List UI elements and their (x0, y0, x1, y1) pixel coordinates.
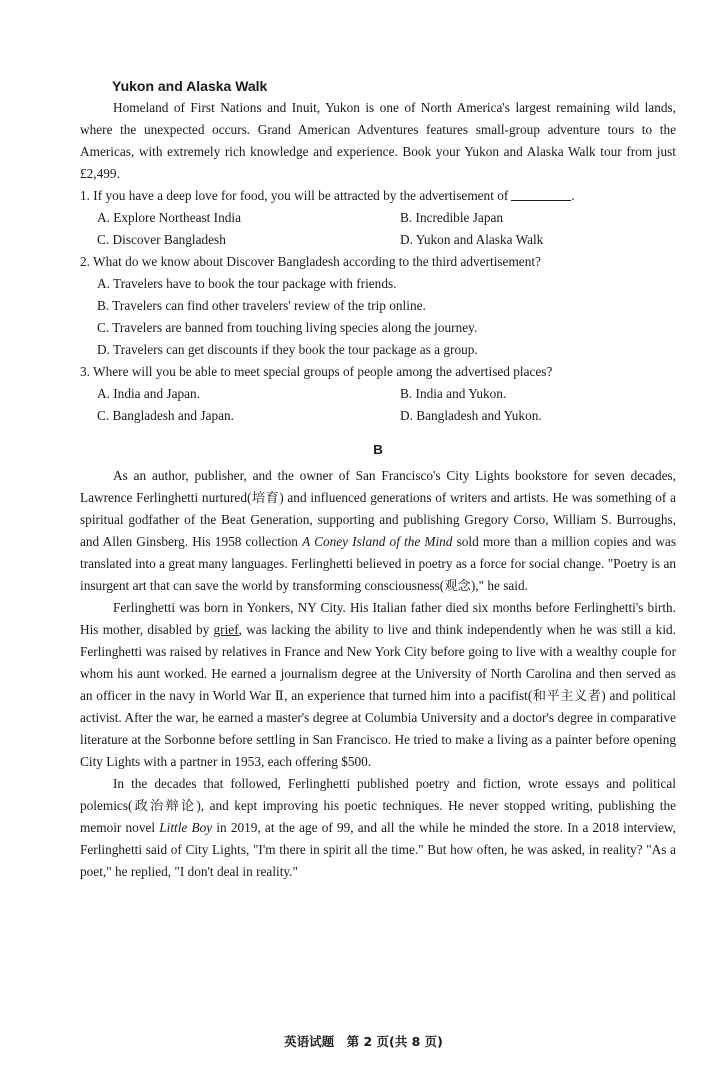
option-c: C. Discover Bangladesh (97, 232, 226, 247)
book-title: A Coney Island of the Mind (302, 534, 453, 549)
question-1 (80, 185, 676, 251)
ad-title: Yukon and Alaska Walk (112, 78, 268, 94)
passage-paragraph-3: In the decades that followed, Ferlinghetti published poetry and fiction, wrote essays and political polemics(政治辩论), and kept improving his poetic techniques. He never stopped writing, publishing the memoir novel Little Boy in 2019, at the age of 99, and all the while he minded the store. In a 2018 interview, Ferlinghetti said of City Lights, "I'm there in spirit all the time." But how often, he was asked, in reality? "As a poet," he replied, "I don't deal in reality." (80, 776, 676, 879)
option-b: B. India and Yukon. (400, 386, 507, 401)
question-stem: 3. Where will you be able to meet special groups of people among the advertised places? (80, 364, 553, 379)
option-row (97, 207, 676, 229)
option-c: C. Bangladesh and Japan. (97, 408, 235, 423)
question-3 (80, 361, 676, 427)
ad-body: Homeland of First Nations and Inuit, Yukon is one of North America's largest remaining wild lands, where the unexpected occurs. Grand American Adventures features small-group adventure tours to the Americas, with extremely rich knowledge and experience. Book your Yukon and Alaska Walk tour from just £2,499. (80, 100, 676, 181)
option-a: A. India and Japan. (97, 386, 201, 401)
option-d: D. Yukon and Alaska Walk (400, 232, 544, 247)
passage-paragraph-2: Ferlinghetti was born in Yonkers, NY City. His Italian father died six months before Ferlinghetti's birth. His mother, disabled by grief, was lacking the ability to live and think independently when he was still a kid. Ferlinghetti was raised by relatives in France and New York City before going to live with a wealthy couple for whom his aunt worked. He earned a journalism degree at the University of North Carolina and then served as an officer in the navy in World War Ⅱ, an experience that turned him into a pacifist(和平主义者) and political activist. After the war, he earned a master's degree at Columbia University and a doctor's degree in comparative literature at the Sorbonne before settling in San Francisco. He tried to make a living as a painter before opening City Lights with a partner in 1953, each offering $500. (80, 600, 676, 769)
option-d: D. Bangladesh and Yukon. (400, 408, 542, 423)
exam-page (80, 75, 676, 883)
page-footer: 英语试题 第 2 页(共 8 页) (284, 1034, 443, 1049)
question-2 (80, 251, 676, 361)
section-label: B (373, 442, 383, 457)
question-stem: 2. What do we know about Discover Bangladesh according to the third advertisement? (80, 254, 541, 269)
option-a: A. Explore Northeast India (97, 210, 242, 225)
option-b: B. Travelers can find other travelers' review of the trip online. (97, 298, 426, 313)
option-row (97, 405, 676, 427)
option-d: D. Travelers can get discounts if they book the tour package as a group. (97, 342, 478, 357)
passage-paragraph-1: As an author, publisher, and the owner of San Francisco's City Lights bookstore for seven decades, Lawrence Ferlinghetti nurtured(培育) and influenced generations of writers and artists. He was something of a spiritual godfather of the Beat Generation, supporting and publishing Gregory Corso, William S. Burroughs, and Allen Ginsberg. His 1958 collection A Coney Island of the Mind sold more than a million copies and was translated into a great many languages. Ferlinghetti believed in poetry as a force for social change. "Poetry is an insurgent art that can save the world by transforming consciousness(观念)," he said. (80, 468, 676, 593)
option-c: C. Travelers are banned from touching living species along the journey. (97, 320, 478, 335)
question-stem: 1. If you have a deep love for food, you will be attracted by the advertisement of . (80, 188, 575, 203)
underlined-word: grief (213, 622, 239, 637)
option-row (97, 229, 676, 251)
option-b: B. Incredible Japan (400, 210, 504, 225)
book-title: Little Boy (159, 820, 213, 835)
option-row (97, 383, 676, 405)
answer-blank (511, 188, 571, 201)
option-a: A. Travelers have to book the tour package with friends. (97, 276, 397, 291)
